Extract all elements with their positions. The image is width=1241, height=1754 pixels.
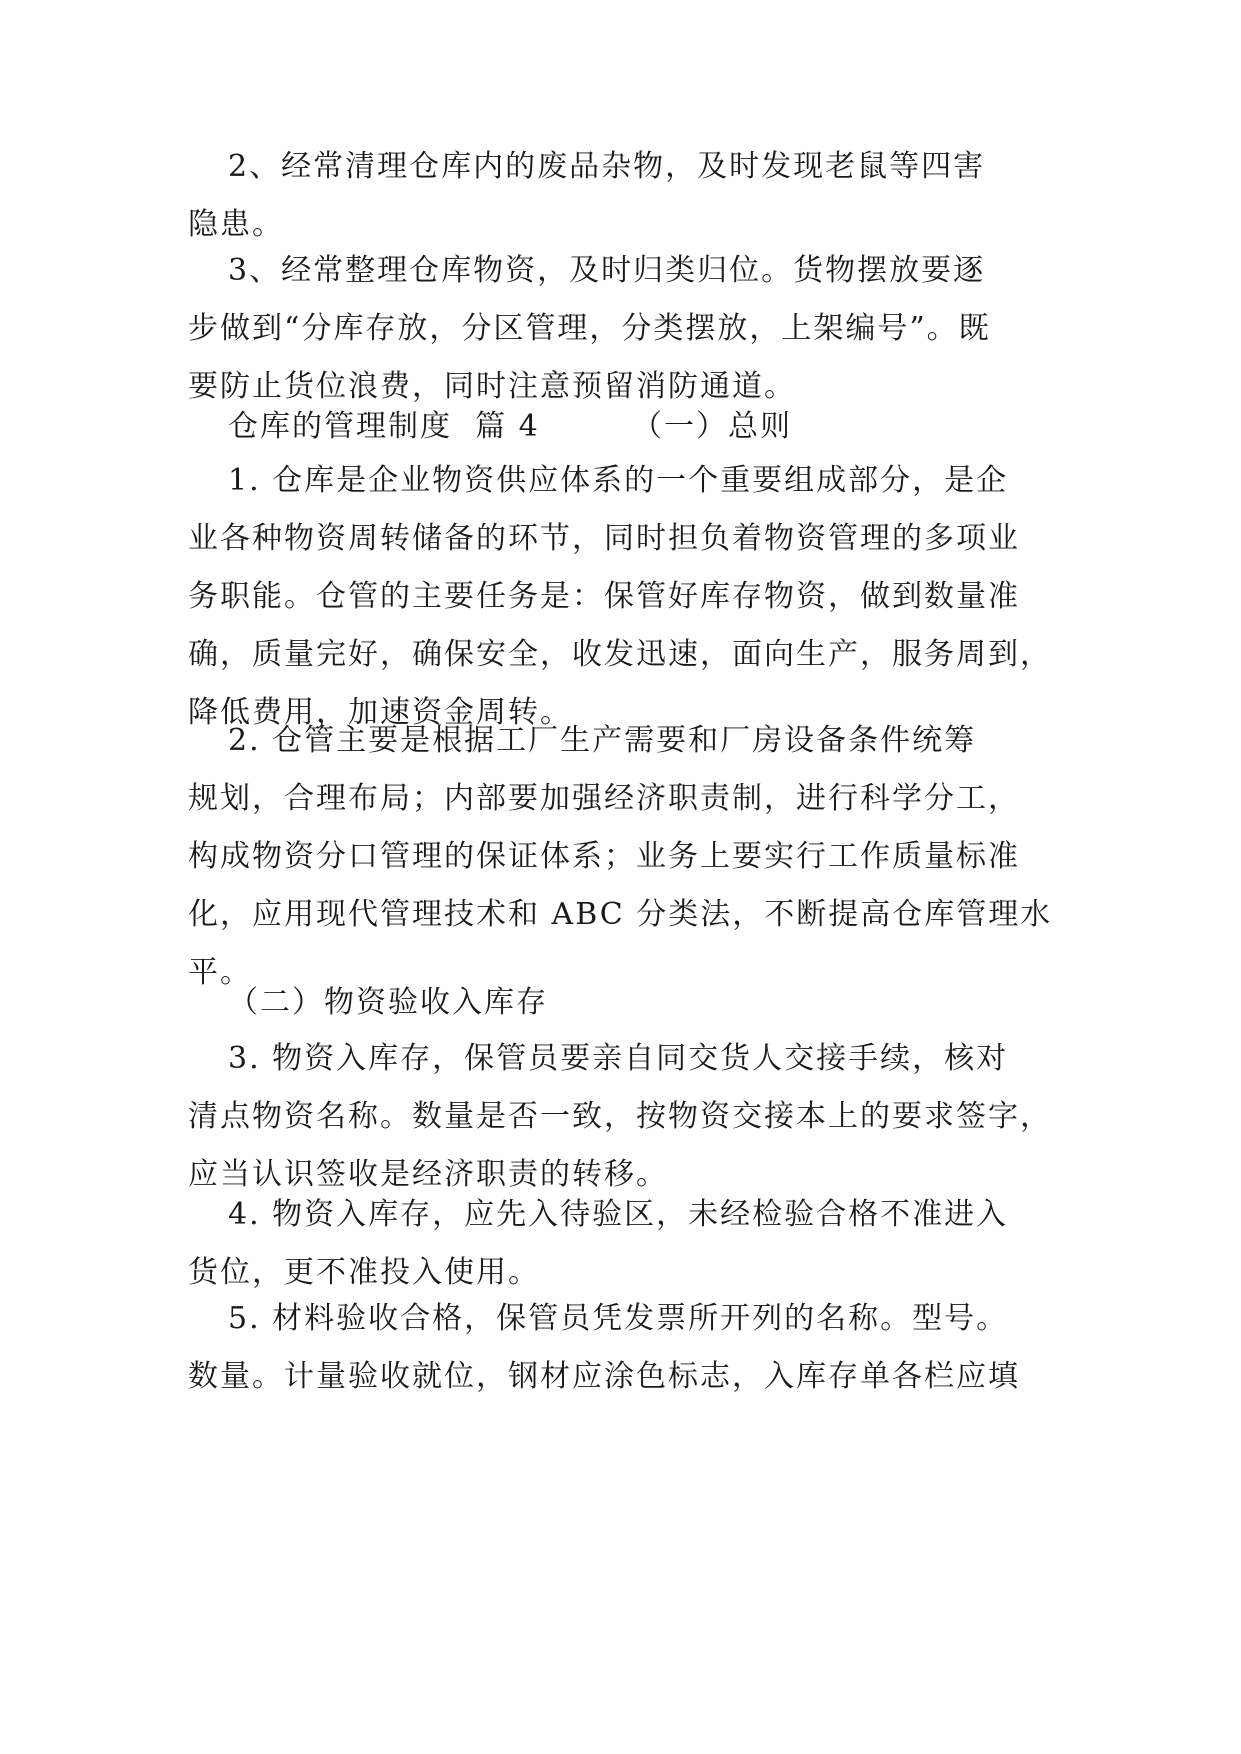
subsection-heading: [188, 974, 1058, 1032]
paragraph-line: 降低费用，加速资金周转。: [188, 695, 572, 730]
paragraph-line: 务职能。仓管的主要任务是：保管好库存物资，做到数量准: [188, 579, 1020, 614]
paragraph-rule-5: [188, 1290, 1058, 1406]
paragraph-line: 步做到“分库存放，分区管理，分类摆放，上架编号”。既: [188, 311, 991, 346]
paragraph-line: 5. 材料验收合格，保管员凭发票所开列的名称。型号。: [228, 1301, 1009, 1336]
paragraph-rule-2: [188, 712, 1058, 1002]
section-heading-line: 仓库的管理制度 篇 4 （一）总则: [228, 409, 792, 444]
paragraph-line: 数量。计量验收就位，钢材应涂色标志，入库存单各栏应填: [188, 1359, 1020, 1394]
paragraph-line: 3. 物资入库存，保管员要亲自同交货人交接手续，核对: [228, 1041, 1009, 1076]
paragraph-rule-3: [188, 1030, 1058, 1204]
paragraph-line: 4. 物资入库存，应先入待验区，未经检验合格不准进入: [228, 1197, 1009, 1232]
paragraph-line: 清点物资名称。数量是否一致，按物资交接本上的要求签字，: [188, 1099, 1052, 1134]
paragraph-line: 3、经常整理仓库物资，及时归类归位。货物摆放要逐: [228, 253, 986, 288]
paragraph-line: 货位，更不准投入使用。: [188, 1255, 540, 1290]
paragraph-line: 隐患。: [188, 207, 284, 242]
paragraph-line: 构成物资分口管理的保证体系；业务上要实行工作质量标准: [188, 839, 1020, 874]
paragraph-item-2: [188, 138, 1058, 254]
paragraph-line: 业各种物资周转储备的环节，同时担负着物资管理的多项业: [188, 521, 1020, 556]
paragraph-line: 要防止货位浪费，同时注意预留消防通道。: [188, 369, 796, 404]
paragraph-line: 平。: [188, 955, 252, 990]
paragraph-line: 2、经常清理仓库内的废品杂物，及时发现老鼠等四害: [228, 149, 986, 184]
paragraph-line: 规划，合理布局；内部要加强经济职责制，进行科学分工，: [188, 781, 1020, 816]
paragraph-item-3: [188, 242, 1058, 416]
section-heading: [188, 398, 1058, 456]
subsection-heading-line: （二）物资验收入库存: [228, 985, 548, 1020]
paragraph-line: 1. 仓库是企业物资供应体系的一个重要组成部分，是企: [228, 463, 1009, 498]
paragraph-rule-4: [188, 1186, 1058, 1302]
paragraph-rule-1: [188, 452, 1058, 742]
paragraph-line: 化，应用现代管理技术和 ABC 分类法，不断提高仓库管理水: [188, 897, 1053, 932]
paragraph-line: 确，质量完好，确保安全，收发迅速，面向生产，服务周到，: [188, 637, 1052, 672]
paragraph-line: 2. 仓管主要是根据工厂生产需要和厂房设备条件统筹: [228, 723, 977, 758]
paragraph-line: 应当认识签收是经济职责的转移。: [188, 1157, 668, 1192]
